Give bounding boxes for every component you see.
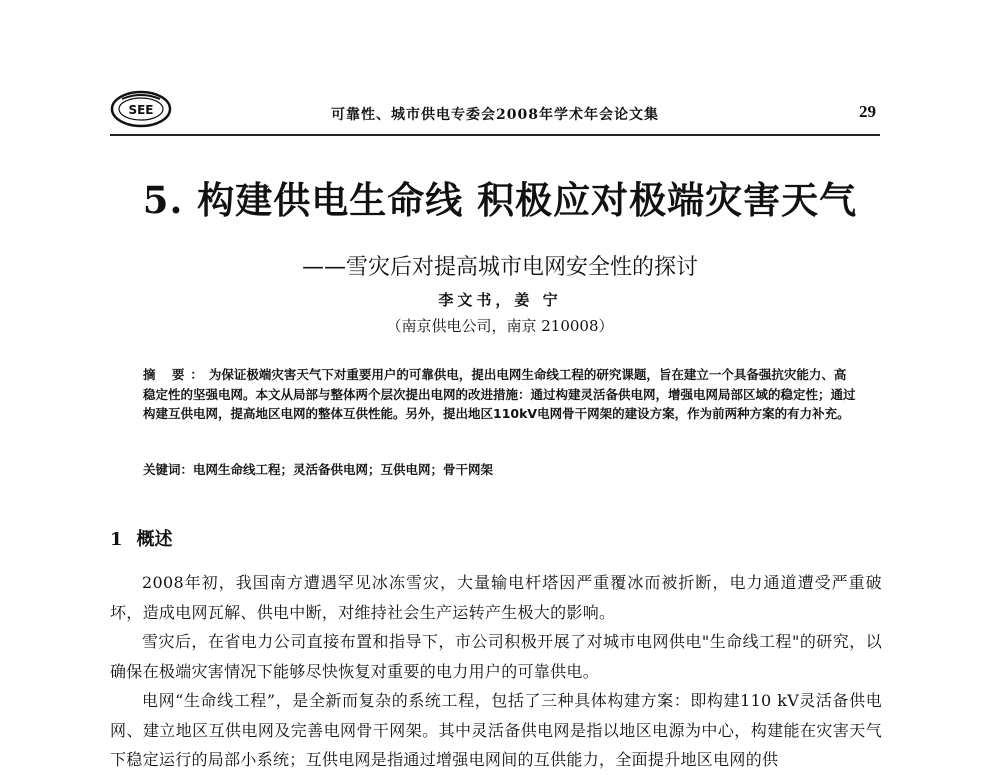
paragraph: 电网“生命线工程”，是全新而复杂的系统工程，包括了三种具体构建方案：即构建110 kV灵活备供电网、建立地区互供电网及完善电网骨干网架。其中灵活备供电网是指以地区电源为中心，构建能在灾害天气下稳定运行的局部小系统；互供电网是指通过增强电网间的互供能力，全面提升地区电网的供	[110, 691, 882, 769]
paragraph: 2008年初，我国南方遭遇罕见冰冻雪灾，大量输电杆塔因严重覆冰而被折断，电力通道遭受严重破坏，造成电网瓦解、供电中断，对维持社会生产运转产生极大的影响。	[110, 573, 882, 622]
abstract	[143, 365, 857, 424]
page-number: 29	[859, 102, 876, 121]
authors: 李文书，姜 宁	[438, 291, 562, 309]
keywords-label: 关键词：	[143, 462, 194, 477]
keywords-text: 电网生命线工程；灵活备供电网；互供电网；骨干网架	[193, 462, 494, 477]
header-rule	[110, 134, 880, 136]
abstract-text: 为保证极端灾害天气下对重要用户的可靠供电，提出电网生命线工程的研究课题，旨在建立一个具备强抗灾能力、高稳定性的坚强电网。本文从局部与整体两个层次提出电网的改进措施：通过构建灵活备供电网，增强电网局部区域的稳定性；通过构建互供电网，提高地区电网的整体互供性能。另外，提出地区110kV电网骨干网架的建设方案，作为前两种方案的有力补充。	[143, 367, 856, 421]
proceedings-title: 可靠性、城市供电专委会2008年学术年会论文集	[331, 107, 659, 123]
paragraph: 雪灾后，在省电力公司直接布置和指导下，市公司积极开展了对城市电网供电"生命线工程"的研究，以确保在极端灾害情况下能够尽快恢复对重要的电力用户的可靠供电。	[110, 632, 882, 681]
body-text	[110, 568, 882, 775]
logo-text: SEE	[128, 103, 154, 117]
affiliation: （南京供电公司，南京 210008）	[386, 317, 614, 335]
article-subtitle: ——雪灾后对提高城市电网安全性的探讨	[301, 255, 698, 280]
running-header	[110, 88, 880, 132]
keywords	[143, 460, 857, 479]
section-title: 概述	[136, 529, 173, 550]
abstract-label: 摘 要：	[143, 367, 209, 382]
article-title: 5. 构建供电生命线 积极应对极端灾害天气	[142, 178, 858, 222]
section-number: 1	[110, 529, 123, 550]
section-heading	[110, 525, 173, 551]
